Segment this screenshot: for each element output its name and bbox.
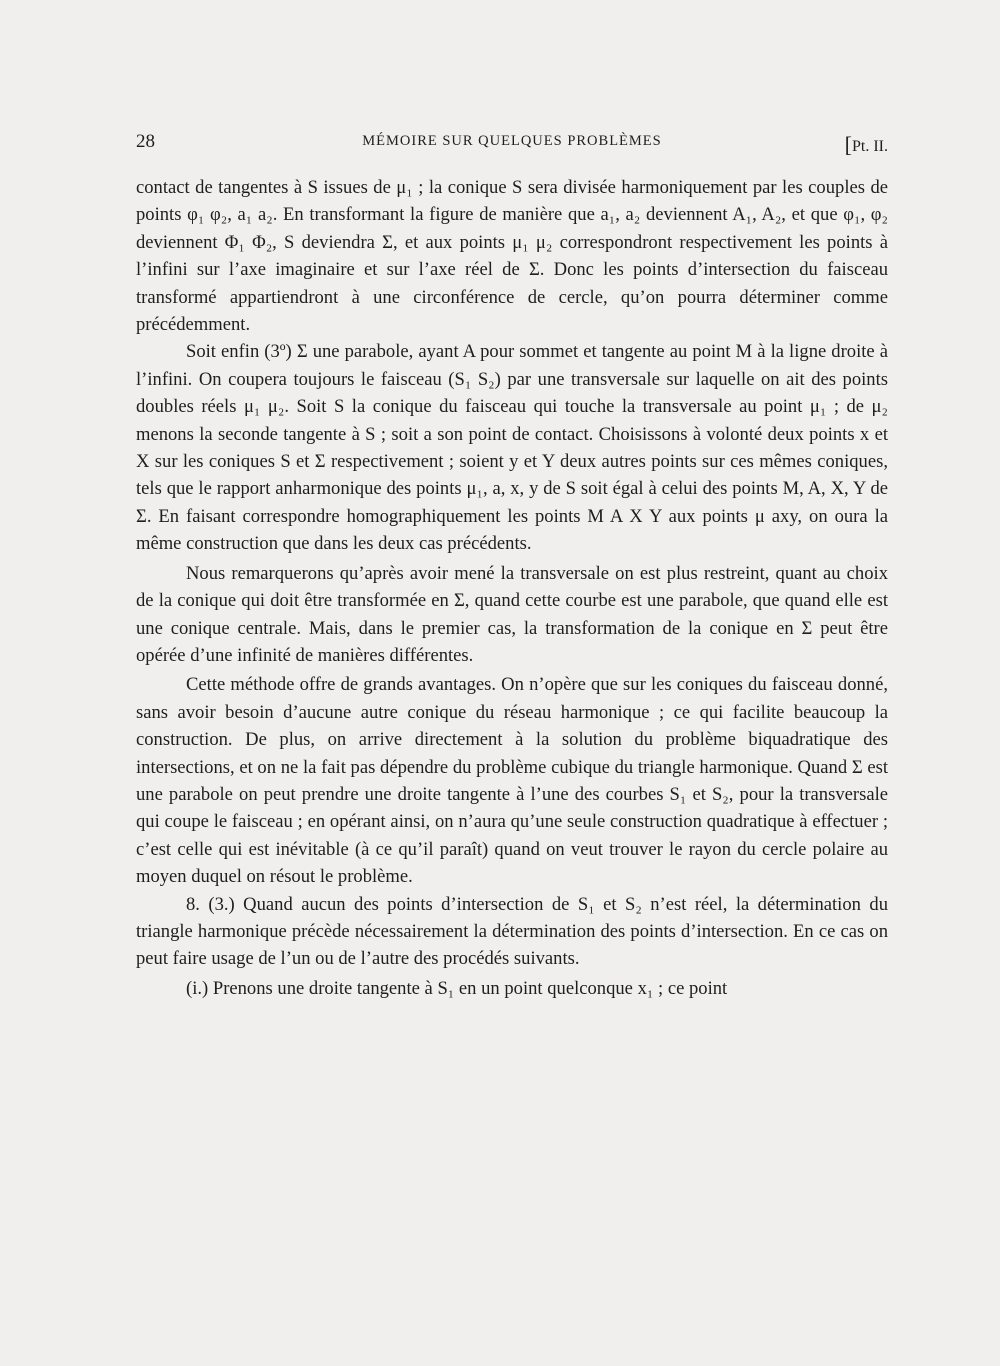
paragraph-method-advantages: Cette méthode offre de grands avantages. On n’opère que sur les coniques du faisceau donné, sans avoir besoin d’aucune autre conique du réseau harmonique ; ce qui facilite beaucoup la construction. De plus, on arrive directement à la solution du problème biquadratique des intersections, et on ne la fait pas dépendre du problème cubique du triangle harmonique. Quand Σ est une parabole on peut prendre une droite tangente à l’une des courbes S₁ et S₂, pour la transversale qui coupe le faisceau ; en opérant ainsi, on n’aura qu’une seule construction quadratique à effectuer ; c’est celle qui est inévitable (à ce qu’il paraît) quand on veut trouver le rayon du cercle polaire au moyen duquel on résout le problème. — [136, 674, 888, 888]
part-bracket: [ — [844, 132, 852, 157]
page-number: 28 — [136, 131, 155, 152]
part-label-text: Pt. II. — [852, 138, 888, 155]
body-text — [136, 174, 888, 1002]
paragraph-parabola-case: Soit enfin (3º) Σ une parabole, ayant A pour sommet et tangente au point M à la ligne droite à l’infini. On coupera toujours le faisceau (S₁ S₂) par une transversale sur laquelle on ait des points doubles réels μ₁ μ₂. Soit S la conique du faisceau qui touche la transversale au point μ₁ ; de μ₂ menons la seconde tangente à S ; soit a son point de contact. Choisissons à volonté deux points x et X sur les coniques S et Σ respectivement ; soient y et Y deux autres points sur ces mêmes coniques, tels que le rapport anharmonique des points μ₁, a, x, y de S soit égal à celui des points M, A, X, Y de Σ. En faisant correspondre homographiquement les points M A X Y aux points μ axy, on oura la même construction que dans les deux cas précédents. — [136, 341, 888, 555]
paragraph-continuation: contact de tangentes à S issues de μ₁ ; la conique S sera divisée harmoniquement par les couples de points φ₁ φ₂, a₁ a₂. En transformant la figure de manière que a₁, a₂ deviennent A₁, A₂, et que φ₁, φ₂ deviennent Φ₁ Φ₂, S deviendra Σ, et aux points μ₁ μ₂ correspondront respectivement les points à l’infini sur l’axe imaginaire et sur l’axe réel de Σ. Donc les points d’intersection du faisceau transformé appartiendront à une circonférence de cercle, qu’on pourra déterminer comme précédemment. — [136, 177, 888, 336]
running-header — [136, 131, 888, 155]
running-title: MÉMOIRE SUR QUELQUES PROBLÈMES — [362, 133, 662, 149]
paragraph-section-8: 8. (3.) Quand aucun des points d’intersection de S₁ et S₂ n’est réel, la détermination du triangle harmonique précède nécessairement la détermination des points d’intersection. En ce cas on peut faire usage de l’un ou de l’autre des procédés suivants. — [136, 893, 888, 970]
part-label — [845, 131, 888, 157]
paragraph-remarks: Nous remarquerons qu’après avoir mené la transversale on est plus restreint, quant au choix de la conique qui doit être transformée en Σ, quand cette courbe est une parabole, que quand elle est une conique centrale. Mais, dans le premier cas, la transformation de la conique en Σ peut être opérée d’une infinité de manières différentes. — [136, 562, 888, 666]
paragraph-procedure-i: (i.) Prenons une droite tangente à S₁ en un point quelconque x₁ ; ce point — [186, 977, 728, 999]
